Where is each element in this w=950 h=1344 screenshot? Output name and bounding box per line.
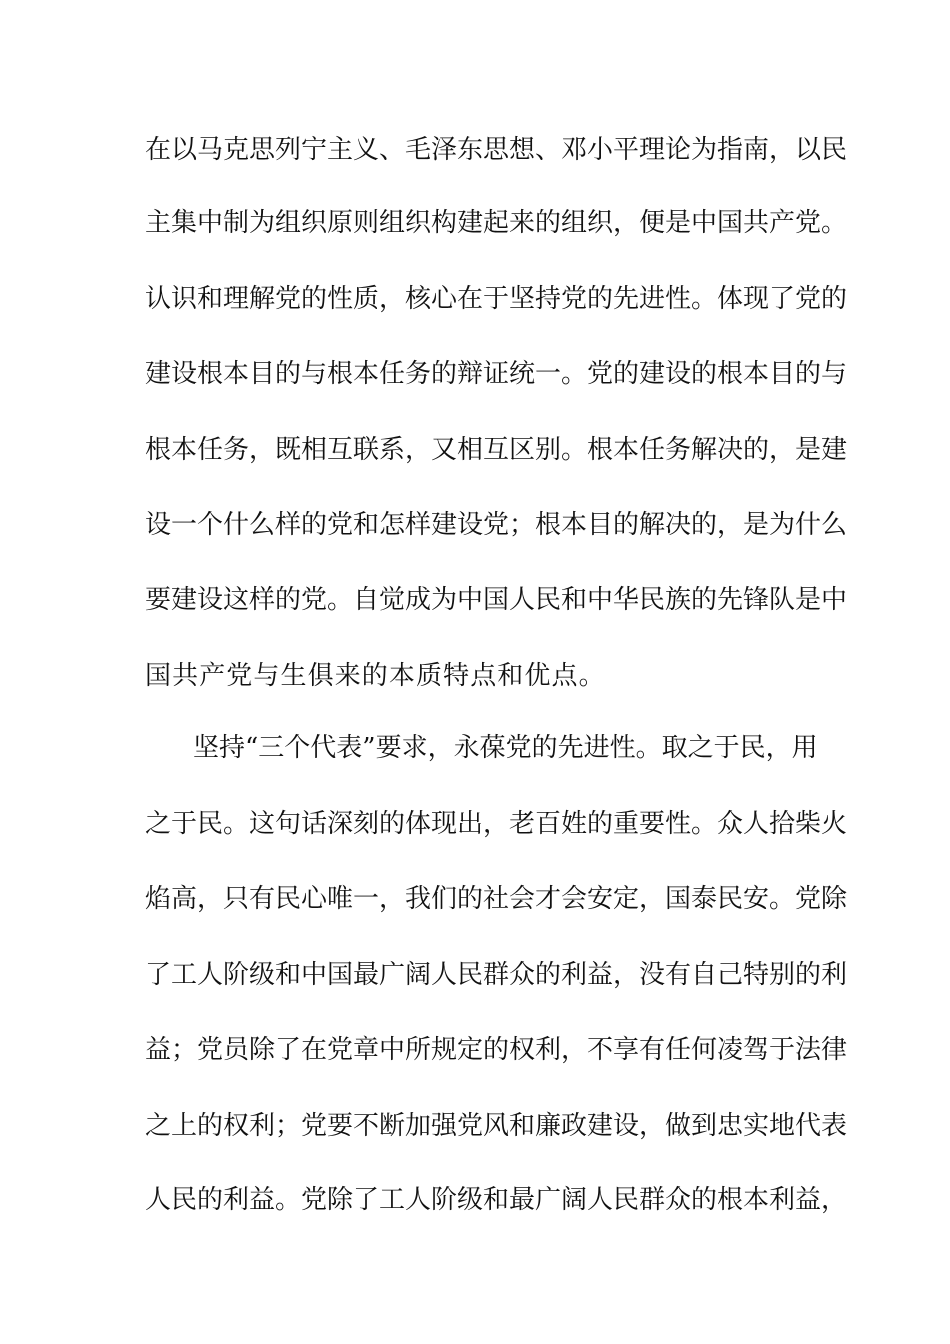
text-line: 益；党员除了在党章中所规定的权利，不享有任何凌驾于法律 (145, 1035, 848, 1065)
text-line: 认识和理解党的性质，核心在于坚持党的先进性。体现了党的 (145, 284, 848, 314)
text-line: 了工人阶级和中国最广阔人民群众的利益，没有自己特别的利 (145, 960, 848, 990)
text-line: 之上的权利；党要不断加强党风和廉政建设，做到忠实地代表 (145, 1111, 848, 1141)
text-line: 之于民。这句话深刻的体现出，老百姓的重要性。众人拾柴火 (145, 809, 848, 839)
text-line: 国共产党与生俱来的本质特点和优点。 (145, 661, 606, 691)
text-line: 建设根本目的与根本任务的辩证统一。党的建设的根本目的与 (145, 359, 848, 389)
paragraph-first-line: 坚持“三个代表”要求，永葆党的先进性。取之于民，用 (193, 733, 818, 763)
text-line: 在以马克思列宁主义、毛泽东思想、邓小平理论为指南，以民 (145, 135, 848, 165)
text-line: 主集中制为组织原则组织构建起来的组织，便是中国共产党。 (145, 208, 848, 238)
text-line: 人民的利益。党除了工人阶级和最广阔人民群众的根本利益， (145, 1185, 848, 1215)
text-line: 设一个什么样的党和怎样建设党；根本目的解决的，是为什么 (145, 510, 848, 540)
text-line: 焰高，只有民心唯一，我们的社会才会安定，国泰民安。党除 (145, 884, 848, 914)
text-line: 根本任务，既相互联系，又相互区别。根本任务解决的，是建 (145, 435, 848, 465)
text-line: 要建设这样的党。自觉成为中国人民和中华民族的先锋队是中 (145, 585, 848, 615)
